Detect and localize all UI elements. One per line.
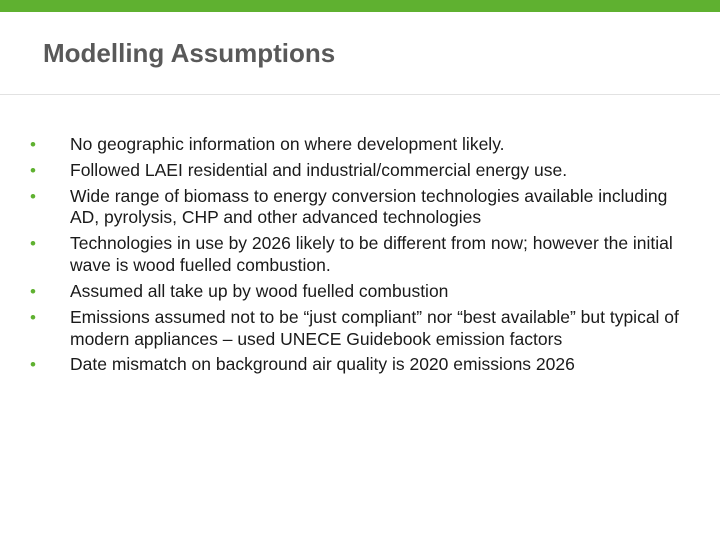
bullet-text: No geographic information on where development likely. (70, 134, 505, 154)
bullet-item (26, 186, 696, 229)
title-divider (0, 94, 720, 95)
top-accent-bar (0, 0, 720, 12)
bullet-dot-icon: • (30, 355, 36, 375)
slide-title: Modelling Assumptions (43, 38, 336, 68)
bullet-text: Emissions assumed not to be “just compliant” nor “best available” but typical of modern appliances – used UNECE Guidebook emission factors (70, 306, 679, 349)
bullet-dot-icon: • (30, 186, 36, 206)
bullet-item (26, 134, 696, 156)
bullet-list (26, 134, 696, 380)
bullet-item (26, 281, 696, 303)
bullet-dot-icon: • (30, 160, 36, 180)
bullet-dot-icon: • (30, 234, 36, 254)
bullet-item (26, 160, 696, 182)
bullet-item (26, 354, 696, 376)
bullet-text: Date mismatch on background air quality is 2020 emissions 2026 (70, 354, 575, 375)
bullet-text: Assumed all take up by wood fuelled combustion (70, 280, 449, 301)
bullet-dot-icon: • (30, 281, 36, 301)
bullet-dot-icon: • (30, 307, 36, 327)
bullet-text: Wide range of biomass to energy conversion technologies available including AD, pyrolysis, CHP and other advanced technologies (70, 185, 668, 228)
bullet-dot-icon: • (30, 135, 36, 154)
bullet-item (26, 307, 696, 350)
bullet-item (26, 233, 696, 276)
bullet-text: Technologies in use by 2026 likely to be different from now; however the initial wave is wood fuelled combustion. (70, 233, 673, 276)
bullet-text: Followed LAEI residential and industrial/commercial energy use. (70, 159, 568, 180)
